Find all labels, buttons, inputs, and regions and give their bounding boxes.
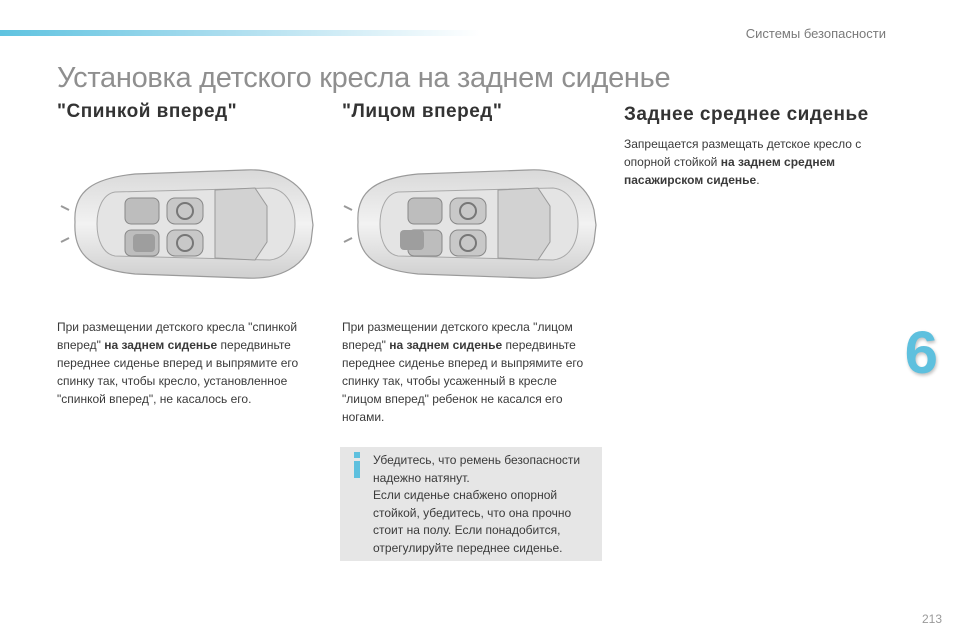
rear-middle-text-bold: на заднем среднем пасажирском сиденье bbox=[624, 155, 835, 187]
rear-facing-description bbox=[57, 318, 319, 408]
rear-facing-text-bold: на заднем сиденье bbox=[104, 338, 218, 352]
rear-middle-section bbox=[624, 104, 904, 126]
page-title: Установка детского кресла на заднем сиденье bbox=[57, 62, 671, 94]
car-rear-facing-image bbox=[55, 150, 317, 300]
chapter-number: 6 bbox=[904, 319, 938, 386]
rear-facing-section bbox=[57, 101, 327, 123]
rear-facing-text-2: передвиньте переднее сиденье вперед и выпрямите его спинку так, чтобы кресло, установленное "спинкой вперед", не касалось его. bbox=[57, 338, 299, 406]
info-text-line1: Убедитесь, что ремень безопасности надежно натянут. bbox=[373, 453, 581, 485]
rear-middle-text-2: . bbox=[756, 173, 760, 187]
chapter-title: Системы безопасности bbox=[745, 26, 886, 41]
forward-facing-section bbox=[342, 101, 612, 123]
rear-middle-text-1: Запрещается размещать детское кресло с опорной стойкой bbox=[624, 137, 862, 169]
rear-facing-heading: "Спинкой вперед" bbox=[57, 101, 238, 122]
page-number: 213 bbox=[921, 612, 942, 626]
forward-facing-text-2: передвиньте переднее сиденье вперед и выпрямите его спинку так, чтобы усаженный в кресле "лицом вперед" ребенок не касался его ногами. bbox=[342, 338, 584, 424]
rear-middle-description bbox=[624, 135, 880, 189]
info-icon bbox=[350, 452, 364, 478]
info-text-line2: Если сиденье снабжено опорной стойкой, убедитесь, что она прочно стоит на полу. Если понадобится, отрегулируйте переднее сиденье. bbox=[373, 488, 572, 555]
forward-facing-description bbox=[342, 318, 598, 426]
header-accent-bar bbox=[0, 30, 480, 36]
info-text bbox=[373, 452, 598, 558]
rear-facing-text-1: При размещении детского кресла "спинкой вперед" bbox=[57, 320, 298, 352]
rear-middle-heading: Заднее среднее сиденье bbox=[624, 104, 869, 125]
forward-facing-text-1: При размещении детского кресла "лицом вперед" bbox=[342, 320, 573, 352]
forward-facing-text-bold: на заднем сиденье bbox=[389, 338, 503, 352]
forward-facing-heading: "Лицом вперед" bbox=[342, 101, 503, 122]
car-forward-facing-image bbox=[338, 150, 600, 300]
